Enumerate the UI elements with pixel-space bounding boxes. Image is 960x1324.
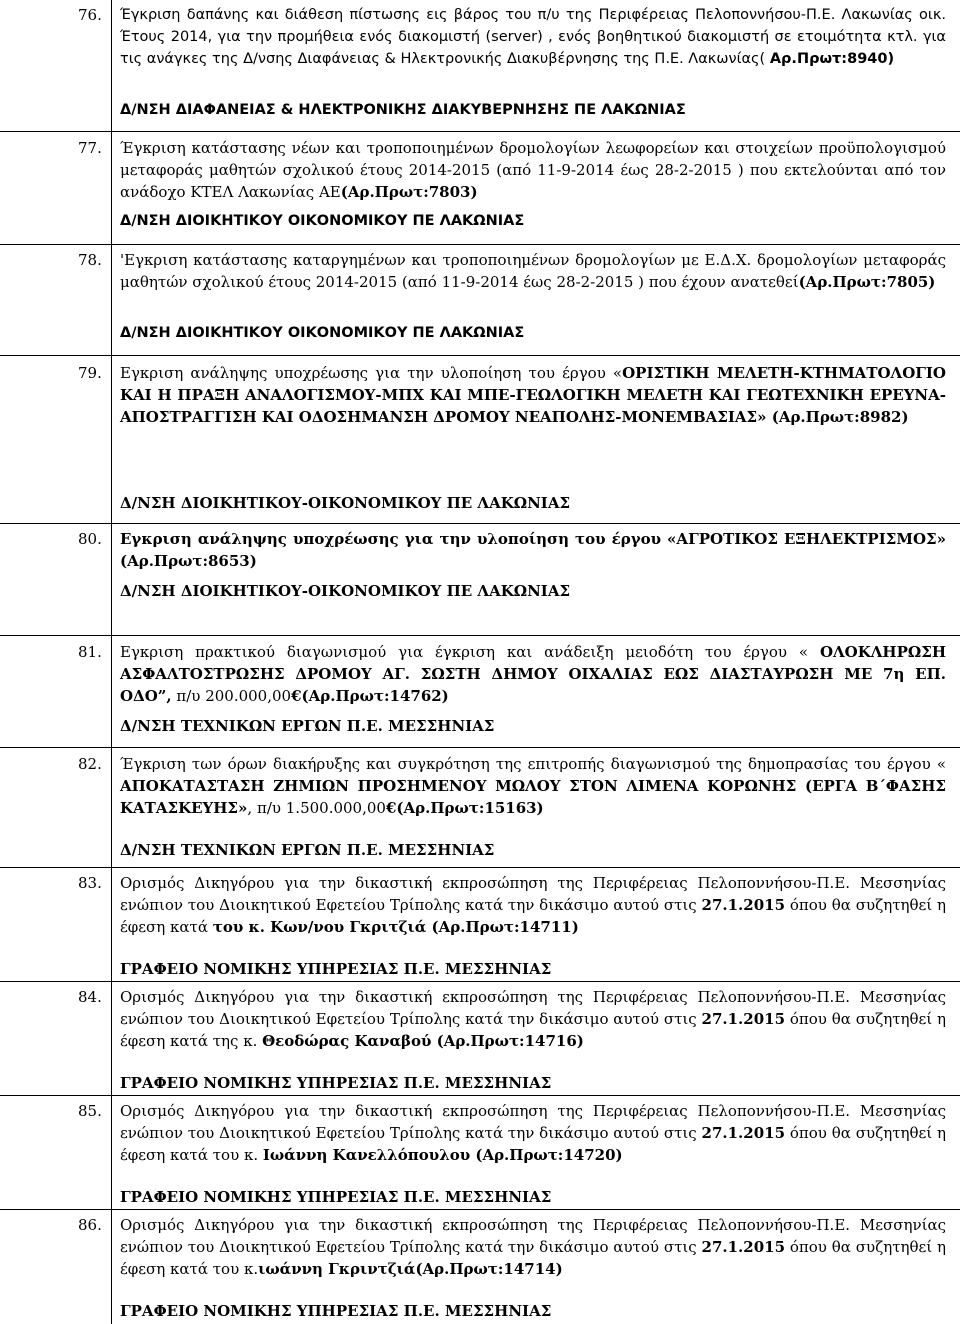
item-number: 79. xyxy=(78,364,102,382)
department-label: Δ/ΝΣΗ ΔΙΟΙΚΗΤΙΚΟΥ ΟΙΚΟΝΟΜΙΚΟΥ ΠΕ ΛΑΚΩΝΙΑΣ xyxy=(120,213,525,229)
department-label: Δ/ΝΣΗ ΤΕΧΝΙΚΩΝ ΕΡΓΩΝ Π.Ε. ΜΕΣΣΗΝΙΑΣ xyxy=(120,841,495,859)
item-description: Εγκριση ανάληψης υποχρέωσης για την υλοποίηση του έργου «ΑΓΡΟΤΙΚΟΣ ΕΞΗΛΕΚΤΡΙΣΜΟΣ» (Αρ.Πρωτ:8653) xyxy=(120,530,946,570)
item-description: Έγκριση δαπάνης και διάθεση πίστωσης εις βάρος του π/υ της Περιφέρειας Πελοποννήσου-Π.Ε. Λακωνίας οικ. Έτους 2014, για την προμήθεια ενός διακομιστή (server) , ενός βοηθητικού διακομιστή σε ετοιμότητα κτλ. για τις ανάγκες της Δ/νσης Διαφάνειας & Ηλεκτρονικής Διακυβέρνησης της Π.Ε. Λακωνίας( Αρ.Πρωτ:8940) xyxy=(120,7,946,67)
item-description: Εγκριση πρακτικού διαγωνισμού για έγκριση και ανάδειξη μειοδότη του έργου « ΟΛΟΚΛΗΡΩΣΗ ΑΣΦΑΛΤΟΣΤΡΩΣΗΣ ΔΡΟΜΟΥ ΑΓ. ΣΩΣΤΗ ΔΗΜΟΥ ΟΙΧΑΛΙΑΣ ΕΩΣ ΔΙΑΣΤΑΥΡΩΣΗ ΜΕ 7η ΕΠ. ΟΔΟ”, π/υ 200.000,00€(Αρ.Πρωτ:14762) xyxy=(120,643,946,705)
item-number: 83. xyxy=(78,874,102,892)
row-divider xyxy=(0,635,960,636)
item-description: Εγκριση ανάληψης υποχρέωσης για την υλοποίηση του έργου «ΟΡΙΣΤΙΚΗ ΜΕΛΕΤΗ-ΚΤΗΜΑΤΟΛΟΓΙΟ ΚΑΙ Η ΠΡΑΞΗ ΑΝΑΛΟΓΙΣΜΟΥ-ΜΠΧ ΚΑΙ ΜΠΕ-ΓΕΩΛΟΓΙΚΗ ΜΕΛΕΤΗ ΚΑΙ ΓΕΩΤΕΧΝΙΚΗ ΕΡΕΥΝΑ-ΑΠΟΣΤΡΑΓΓΙΣΗ ΚΑΙ ΟΔΟΣΗΜΑΝΣΗ ΔΡΟΜΟΥ ΝΕΑΠΟΛΗΣ-ΜΟΝΕΜΒΑΣΙΑΣ» (Αρ.Πρωτ:8982) xyxy=(120,364,946,426)
item-number: 86. xyxy=(78,1216,102,1234)
row-divider xyxy=(0,1095,960,1096)
item-number: 85. xyxy=(78,1102,102,1120)
department-label: Δ/ΝΣΗ ΤΕΧΝΙΚΩΝ ΕΡΓΩΝ Π.Ε. ΜΕΣΣΗΝΙΑΣ xyxy=(120,717,495,735)
column-divider xyxy=(111,0,112,1324)
item-number: 84. xyxy=(78,988,102,1006)
department-label: Δ/ΝΣΗ ΔΙΟΙΚΗΤΙΚΟΥ-ΟΙΚΟΝΟΜΙΚΟΥ ΠΕ ΛΑΚΩΝΙΑΣ xyxy=(120,582,571,600)
department-label: Δ/ΝΣΗ ΔΙΟΙΚΗΤΙΚΟΥ-ΟΙΚΟΝΟΜΙΚΟΥ ΠΕ ΛΑΚΩΝΙΑΣ xyxy=(120,494,571,512)
department-label: Δ/ΝΣΗ ΔΙΟΙΚΗΤΙΚΟΥ ΟΙΚΟΝΟΜΙΚΟΥ ΠΕ ΛΑΚΩΝΙΑΣ xyxy=(120,325,525,341)
item-description: Ορισμός Δικηγόρου για την δικαστική εκπροσώπηση της Περιφέρειας Πελοποννήσου-Π.Ε. Μεσσηνίας ενώπιον του Διοικητικού Εφετείου Τρίπολης κατά την δικάσιμο αυτού στις 27.1.2015 όπου θα συζητηθεί η έφεση κατά της κ. Θεοδώρας Καναβού (Αρ.Πρωτ:14716) xyxy=(120,988,947,1050)
row-divider xyxy=(0,523,960,524)
row-divider xyxy=(0,1209,960,1210)
department-label: ΓΡΑΦΕΙΟ ΝΟΜΙΚΗΣ ΥΠΗΡΕΣΙΑΣ Π.Ε. ΜΕΣΣΗΝΙΑΣ xyxy=(120,1302,552,1320)
item-description: Ορισμός Δικηγόρου για την δικαστική εκπροσώπηση της Περιφέρειας Πελοποννήσου-Π.Ε. Μεσσηνίας ενώπιον του Διοικητικού Εφετείου Τρίπολης κατά την δικάσιμο αυτού στις 27.1.2015 όπου θα συζητηθεί η έφεση κατά του κ.ιωάννη Γκριντζιά(Αρ.Πρωτ:14714) xyxy=(120,1216,947,1278)
item-description: 'Εγκριση κατάστασης καταργημένων και τροποποιημένων δρομολογίων με Ε.Δ.Χ. δρομολογίων μεταφοράς μαθητών σχολικού έτους 2014-2015 (από 11-9-2014 έως 28-2-2015 ) που έχουν ανατεθεί(Αρ.Πρωτ:7805) xyxy=(120,251,946,291)
item-number: 82. xyxy=(78,755,102,773)
row-divider xyxy=(0,747,960,748)
row-divider xyxy=(0,355,960,356)
department-label: Δ/ΝΣΗ ΔΙΑΦΑΝΕΙΑΣ & ΗΛΕΚΤΡΟΝΙΚΗΣ ΔΙΑΚΥΒΕΡΝΗΣΗΣ ΠΕ ΛΑΚΩΝΙΑΣ xyxy=(120,102,686,118)
row-divider xyxy=(0,981,960,982)
item-number: 77. xyxy=(78,139,102,157)
department-label: ΓΡΑΦΕΙΟ ΝΟΜΙΚΗΣ ΥΠΗΡΕΣΙΑΣ Π.Ε. ΜΕΣΣΗΝΙΑΣ xyxy=(120,960,552,978)
department-label: ΓΡΑΦΕΙΟ ΝΟΜΙΚΗΣ ΥΠΗΡΕΣΙΑΣ Π.Ε. ΜΕΣΣΗΝΙΑΣ xyxy=(120,1074,552,1092)
item-description: Ορισμός Δικηγόρου για την δικαστική εκπροσώπηση της Περιφέρειας Πελοποννήσου-Π.Ε. Μεσσηνίας ενώπιον του Διοικητικού Εφετείου Τρίπολης κατά την δικάσιμο αυτού στις 27.1.2015 όπου θα συζητηθεί η έφεση κατά του κ. Κων/νου Γκριτζιά (Αρ.Πρωτ:14711) xyxy=(120,874,947,936)
item-description: Έγκριση κατάστασης νέων και τροποποιημένων δρομολογίων λεωφορείων και στοιχείων προϋπολογισμού μεταφοράς μαθητών σχολικού έτους 2014-2015 (από 11-9-2014 έως 28-2-2015 ) που εκτελούνται από τον ανάδοχο ΚΤΕΛ Λακωνίας ΑΕ(Αρ.Πρωτ:7803) xyxy=(120,139,946,201)
item-number: 81. xyxy=(78,643,102,661)
item-number: 76. xyxy=(78,6,102,24)
department-label: ΓΡΑΦΕΙΟ ΝΟΜΙΚΗΣ ΥΠΗΡΕΣΙΑΣ Π.Ε. ΜΕΣΣΗΝΙΑΣ xyxy=(120,1188,552,1206)
item-description: Έγκριση των όρων διακήρυξης και συγκρότηση της επιτροπής διαγωνισμού της δημοπρασίας του έργου « ΑΠΟΚΑΤΑΣΤΑΣΗ ΖΗΜΙΩΝ ΠΡΟΣΗΜΕΝΟΥ ΜΩΛΟΥ ΣΤΟΝ ΛΙΜΕΝΑ ΚΟΡΩΝΗΣ (ΕΡΓΑ Β΄ΦΑΣΗΣ ΚΑΤΑΣΚΕΥΗΣ», π/υ 1.500.000,00€(Αρ.Πρωτ:15163) xyxy=(120,755,946,817)
item-number: 78. xyxy=(78,251,102,269)
row-divider xyxy=(0,131,960,132)
row-divider xyxy=(0,244,960,245)
item-number: 80. xyxy=(78,530,102,548)
row-divider xyxy=(0,867,960,868)
item-description: Ορισμός Δικηγόρου για την δικαστική εκπροσώπηση της Περιφέρειας Πελοποννήσου-Π.Ε. Μεσσηνίας ενώπιον του Διοικητικού Εφετείου Τρίπολης κατά την δικάσιμο αυτού στις 27.1.2015 όπου θα συζητηθεί η έφεση κατά του κ. Ιωάννη Κανελλόπουλου (Αρ.Πρωτ:14720) xyxy=(120,1102,947,1164)
